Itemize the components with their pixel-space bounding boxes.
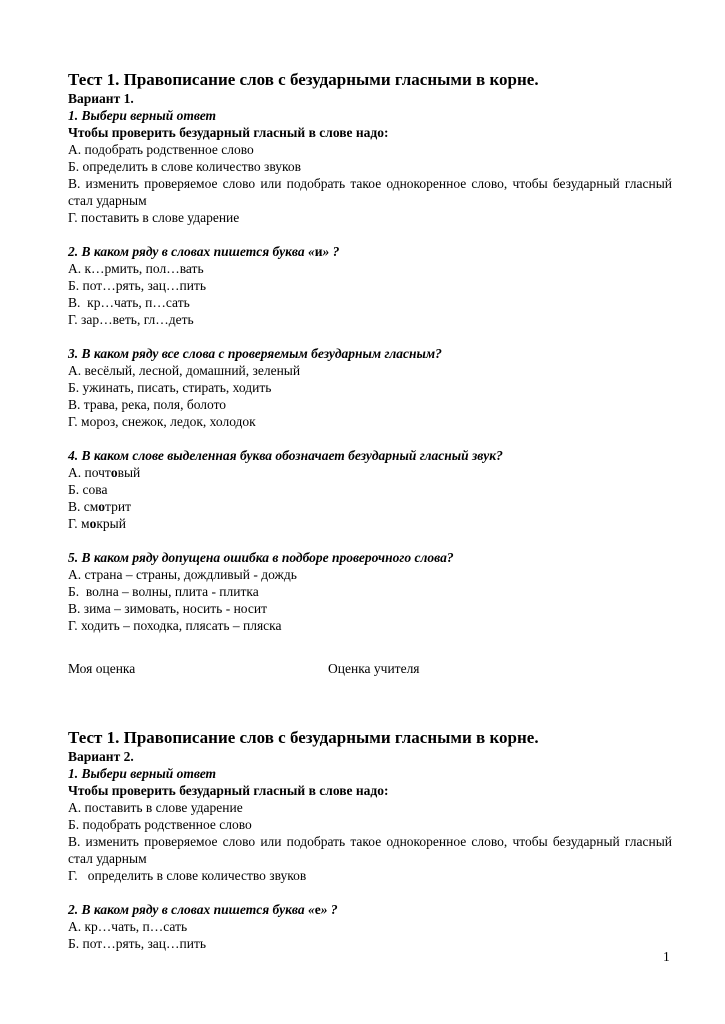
answer-option: В. кр…чать, п…сать bbox=[68, 295, 190, 310]
highlighted-letter: и bbox=[314, 244, 323, 259]
answer-option: А. к…рмить, пол…вать bbox=[68, 261, 204, 276]
highlighted-letter: е bbox=[314, 902, 321, 917]
highlighted-letter: о bbox=[98, 499, 106, 514]
test-title: Тест 1. Правописание слов с безударными гласными в корне. bbox=[68, 70, 539, 89]
option-text: А. почт bbox=[68, 465, 111, 480]
answer-option: А. кр…чать, п…сать bbox=[68, 919, 188, 934]
teacher-grade-label: Оценка учителя bbox=[328, 661, 420, 676]
question-2 bbox=[68, 901, 672, 952]
answer-option: А. страна – страны, дождливый - дождь bbox=[68, 567, 297, 582]
question-heading bbox=[68, 243, 672, 260]
question-heading: 3. В каком ряду все слова с проверяемым безударным гласным? bbox=[68, 346, 442, 361]
heading-text: 2. В каком ряду в словах пишется буква « bbox=[68, 902, 315, 917]
option-text: вый bbox=[117, 465, 141, 480]
answer-option: В. зима – зимовать, носить - носит bbox=[68, 601, 268, 616]
variant-label: Вариант 1. bbox=[68, 91, 134, 106]
answer-option: Г. определить в слове количество звуков bbox=[68, 868, 307, 883]
answer-option: Г. ходить – походка, плясать – пляска bbox=[68, 618, 282, 633]
answer-option: А. подобрать родственное слово bbox=[68, 142, 254, 157]
heading-text: » ? bbox=[322, 244, 340, 259]
answer-option bbox=[68, 464, 672, 481]
question-heading: 4. В каком слове выделенная буква обозначает безударный гласный звук? bbox=[68, 448, 503, 463]
answer-option: Б. пот…рять, зац…пить bbox=[68, 278, 207, 293]
heading-text: » ? bbox=[320, 902, 338, 917]
question-5 bbox=[68, 549, 672, 634]
option-text: крый bbox=[96, 516, 126, 531]
page-number: 1 bbox=[663, 949, 670, 964]
answer-option: В. трава, река, поля, болото bbox=[68, 397, 227, 412]
answer-option bbox=[68, 515, 672, 532]
answer-option: В. изменить проверяемое слово или подобрать такое однокоренное слово, чтобы безударный гласный стал ударным bbox=[68, 176, 672, 208]
option-text: Г. м bbox=[68, 516, 90, 531]
answer-option: Б. волна – волны, плита - плитка bbox=[68, 584, 259, 599]
question-heading: 5. В каком ряду допущена ошибка в подборе проверочного слова? bbox=[68, 550, 454, 565]
question-2 bbox=[68, 243, 672, 328]
question-1 bbox=[68, 107, 672, 226]
highlighted-letter: о bbox=[110, 465, 118, 480]
answer-option: Г. мороз, снежок, ледок, холодок bbox=[68, 414, 256, 429]
answer-option bbox=[68, 481, 672, 498]
question-instruction: Чтобы проверить безударный гласный в слове надо: bbox=[68, 783, 389, 798]
test-title: Тест 1. Правописание слов с безударными гласными в корне. bbox=[68, 728, 539, 747]
answer-option: Б. определить в слове количество звуков bbox=[68, 159, 302, 174]
highlighted-letter: о bbox=[89, 516, 97, 531]
answer-option: Б. пот…рять, зац…пить bbox=[68, 936, 207, 951]
answer-option: Б. ужинать, писать, стирать, ходить bbox=[68, 380, 272, 395]
heading-text: 2. В каком ряду в словах пишется буква « bbox=[68, 244, 315, 259]
test-variant-1 bbox=[68, 70, 672, 634]
answer-option: А. поставить в слове ударение bbox=[68, 800, 243, 815]
question-heading bbox=[68, 901, 672, 918]
question-heading: 1. Выбери верный ответ bbox=[68, 766, 217, 781]
variant-label: Вариант 2. bbox=[68, 749, 134, 764]
answer-option bbox=[68, 498, 672, 515]
answer-option: Г. зар…веть, гл…деть bbox=[68, 312, 194, 327]
option-text: Б. сова bbox=[68, 482, 108, 497]
question-4 bbox=[68, 447, 672, 532]
option-text: В. см bbox=[68, 499, 99, 514]
answer-option: Б. подобрать родственное слово bbox=[68, 817, 252, 832]
my-grade-label: Моя оценка bbox=[68, 661, 136, 676]
question-3 bbox=[68, 345, 672, 430]
question-heading: 1. Выбери верный ответ bbox=[68, 108, 217, 123]
answer-option: Г. поставить в слове ударение bbox=[68, 210, 240, 225]
question-instruction: Чтобы проверить безударный гласный в слове надо: bbox=[68, 125, 389, 140]
question-1 bbox=[68, 765, 672, 884]
answer-option: В. изменить проверяемое слово или подобрать такое однокоренное слово, чтобы безударный гласный стал ударным bbox=[68, 834, 672, 866]
answer-option: А. весёлый, лесной, домашний, зеленый bbox=[68, 363, 301, 378]
option-text: трит bbox=[105, 499, 131, 514]
test-variant-2 bbox=[68, 728, 672, 952]
